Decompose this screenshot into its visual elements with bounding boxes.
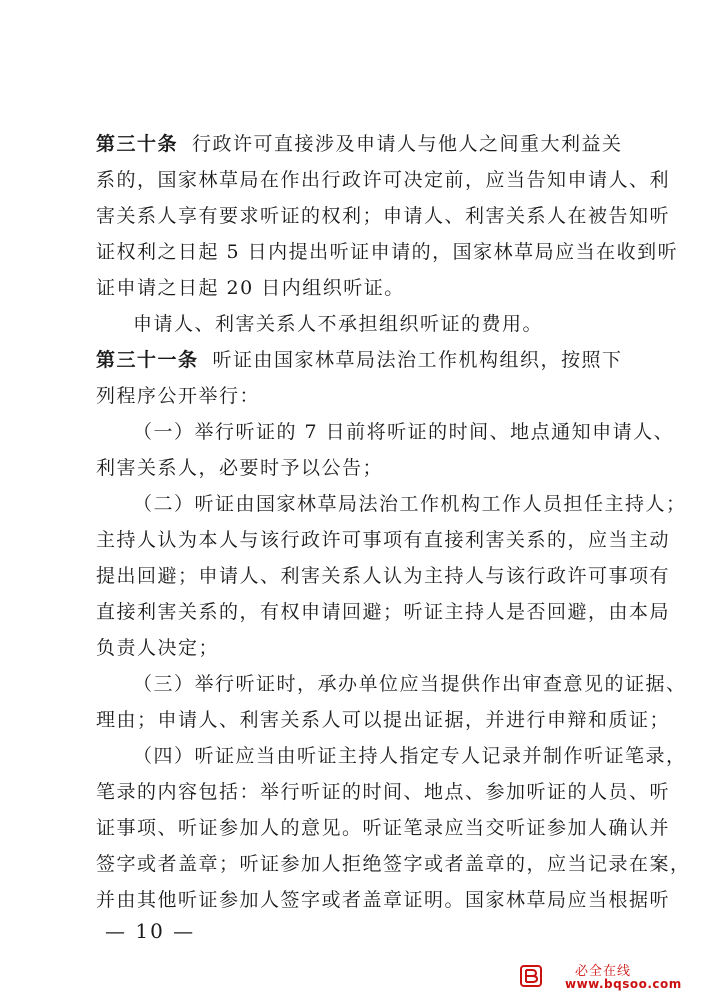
line-text: 听证由国家林草局法治工作机构组织，按照下 — [212, 349, 623, 371]
body-line: 证申请之日起 20 日内组织听证。 — [96, 277, 405, 299]
body-line: （三）举行听证时，承办单位应当提供作出审查意见的证据、 — [133, 673, 687, 695]
body-line: 理由；申请人、利害关系人可以提出证据，并进行申辩和质证； — [96, 709, 671, 731]
body-line — [96, 347, 636, 373]
watermark — [519, 960, 689, 996]
bqsoo-logo-icon — [519, 964, 543, 988]
article-heading: 第三十一条 — [96, 349, 199, 371]
body-line: （二）听证由国家林草局法治工作机构工作人员担任主持人； — [133, 493, 687, 515]
body-line: 负责人决定； — [96, 637, 220, 659]
body-line: 申请人、利害关系人不承担组织听证的费用。 — [133, 313, 544, 335]
watermark-title: 必全在线 — [575, 964, 632, 979]
body-line: 害关系人享有要求听证的权利；申请人、利害关系人在被告知听 — [96, 205, 671, 227]
body-line: （四）听证应当由听证主持人指定专人记录并制作听证笔录， — [133, 745, 687, 767]
body-line: （一）举行听证的 7 日前将听证的时间、地点通知申请人、 — [133, 421, 675, 443]
body-line: 直接利害关系的，有权申请回避；听证主持人是否回避，由本局 — [96, 601, 671, 623]
body-line: 并由其他听证参加人签字或者盖章证明。国家林草局应当根据听 — [96, 889, 671, 911]
body-line — [96, 131, 636, 157]
body-line: 列程序公开举行： — [96, 385, 261, 407]
body-line: 系的，国家林草局在作出行政许可决定前，应当告知申请人、利 — [96, 169, 671, 191]
watermark-url: www.bqsoo.com — [565, 977, 682, 991]
body-line: 证事项、听证参加人的意见。听证笔录应当交听证参加人确认并 — [96, 817, 671, 839]
body-line: 利害关系人，必要时予以公告； — [96, 457, 384, 479]
body-line: 证权利之日起 5 日内提出听证申请的，国家林草局应当在收到听 — [96, 241, 679, 263]
body-line: 笔录的内容包括：举行听证的时间、地点、参加听证的人员、听 — [96, 781, 671, 803]
body-line: 签字或者盖章；听证参加人拒绝签字或者盖章的，应当记录在案， — [96, 853, 691, 875]
line-text: 行政许可直接涉及申请人与他人之间重大利益关 — [192, 133, 623, 155]
body-line: 主持人认为本人与该行政许可事项有直接利害关系的，应当主动 — [96, 529, 671, 551]
page-number: — 10 — — [105, 919, 196, 943]
article-heading: 第三十条 — [96, 133, 179, 155]
body-line: 提出回避；申请人、利害关系人认为主持人与该行政许可事项有 — [96, 565, 671, 587]
